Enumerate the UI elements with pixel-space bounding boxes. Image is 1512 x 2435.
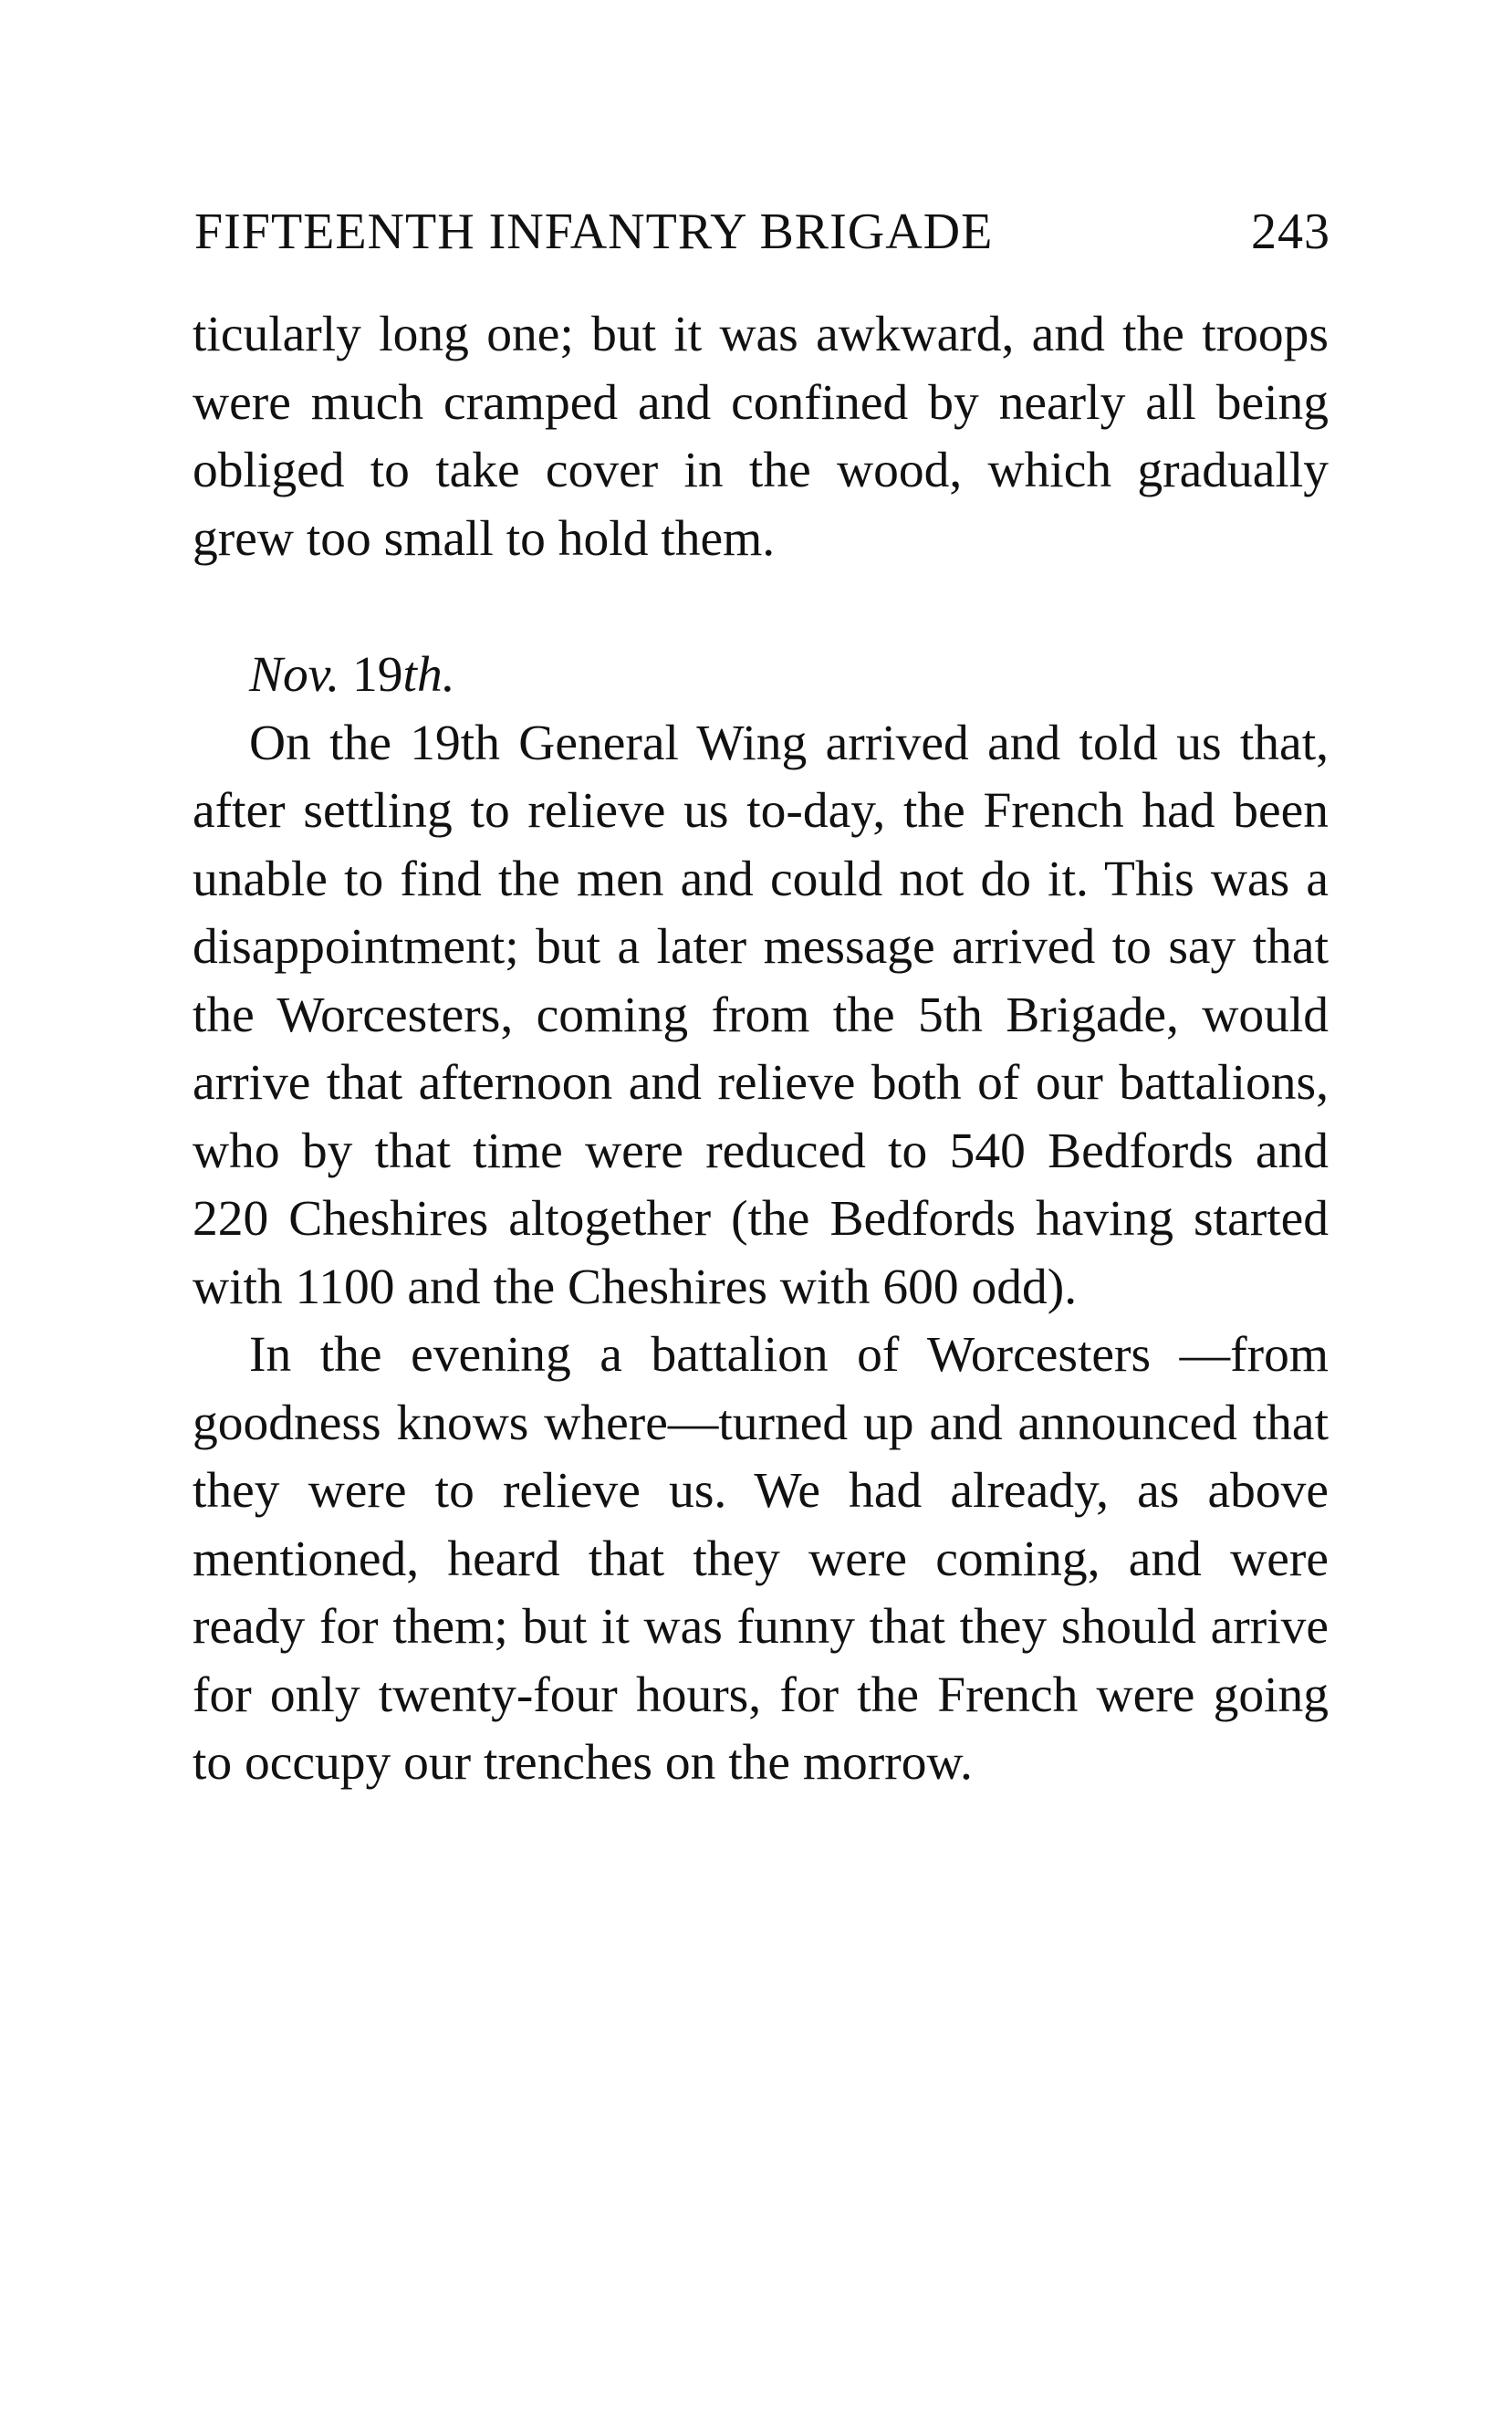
section-spacer (193, 573, 1329, 642)
date-day-suffix: th. (402, 647, 455, 703)
page-number: 243 (1251, 204, 1330, 260)
date-day-number: 19 (352, 647, 403, 703)
paragraph-nov-19: On the 19th General Wing arrived and told us that, after settling to relieve us to-day, the French had been unable to find the men and could not do it. This was a disappointment; but a later message arrived to say that the Worcesters, coming from the 5th Brigade, would arrive that afternoon and relieve both of our battalions, who by that time were reduced to 540 Bedfords and 220 Cheshires altogether (the Bedfords having started with 1100 and the Cheshires with 600 odd). (193, 715, 1329, 1315)
body-text (193, 301, 1329, 1798)
date-month: Nov. (249, 647, 340, 703)
continued-paragraph: ticularly long one; but it was awkward, and the troops were much cramped and confined by nearly all being obliged to take cover in the wood, which gradually grew too small to hold them. (193, 307, 1329, 567)
running-head-title: FIFTEENTH INFANTRY BRIGADE (194, 204, 994, 260)
running-head (194, 203, 1330, 266)
paragraph-evening: In the evening a battalion of Worcesters —from goodness knows where—turned up and announced that they were to relieve us. We had already, as above mentioned, heard that they were coming, and were ready for them; but it was funny that they should arrive for only twenty-four hours, for the French were going to occupy our trenches on the morrow. (193, 1327, 1329, 1791)
date-heading (193, 642, 1329, 710)
